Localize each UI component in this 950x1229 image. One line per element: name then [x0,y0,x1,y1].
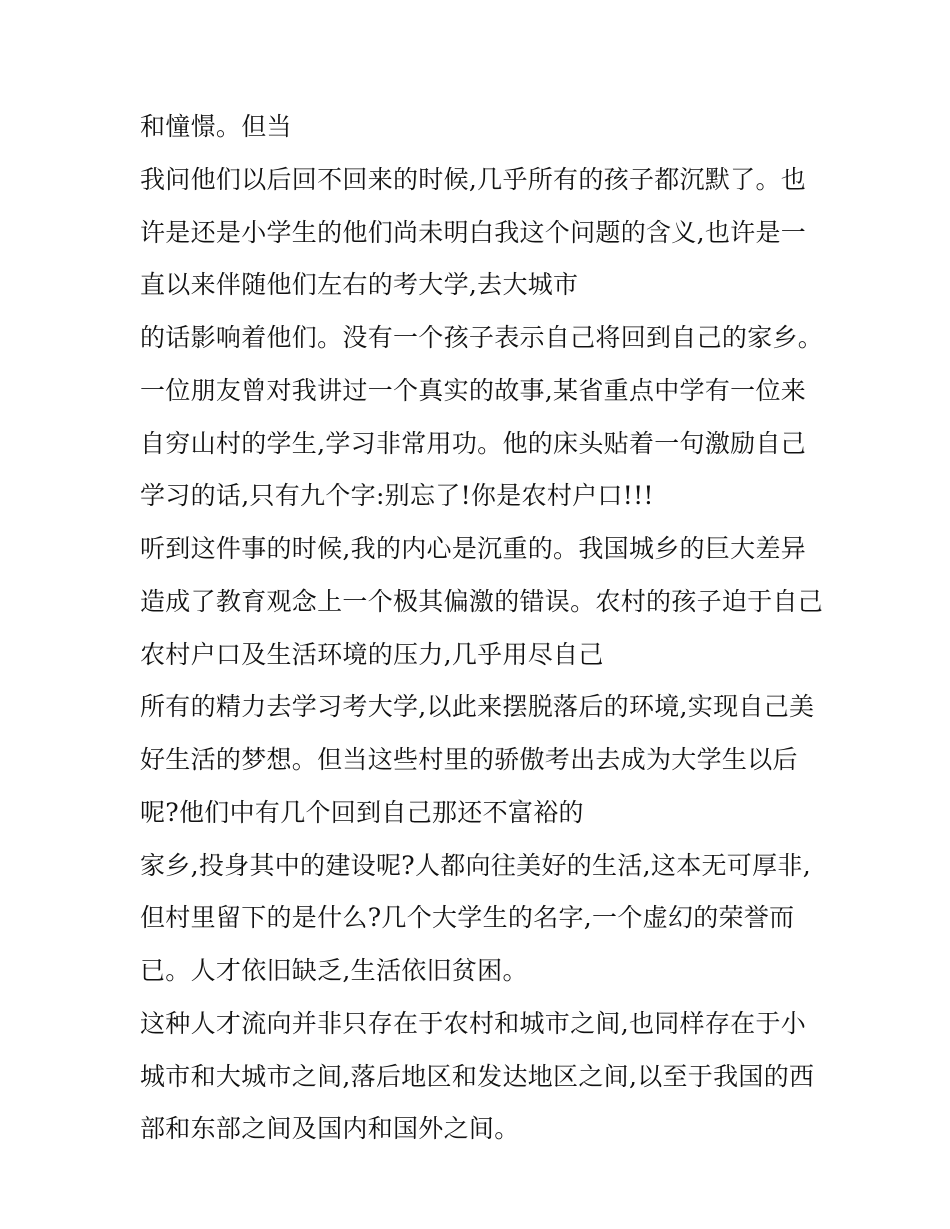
text-line-18: 这种人才流向并非只存在于农村和城市之间,也同样存在于小 [140,1008,807,1038]
text-line-11: 农村户口及生活环境的压力,几乎用尽自己 [140,639,604,669]
text-line-19: 城市和大城市之间,落后地区和发达地区之间,以至于我国的西 [140,1061,815,1091]
text-line-14: 呢?他们中有几个回到自己那还不富裕的 [140,797,584,827]
text-line-8: 学习的话,只有九个字:别忘了!你是农村户口!!! [140,481,654,511]
text-line-7: 自穷山村的学生,学习非常用功。他的床头贴着一句激励自己 [140,428,807,458]
text-line-3: 许是还是小学生的他们尚未明白我这个问题的含义,也许是一 [140,217,807,247]
text-line-20: 部和东部之间及国内和国外之间。 [140,1114,520,1144]
text-line-1: 和憧憬。但当 [140,112,292,141]
text-line-10: 造成了教育观念上一个极其偏激的错误。农村的孩子迫于自己 [140,586,824,616]
text-line-12: 所有的精力去学习考大学,以此来摆脱落后的环境,实现自己美 [140,692,815,722]
text-line-4: 直以来伴随他们左右的考大学,去大城市 [140,270,579,300]
text-line-5: 的话影响着他们。没有一个孩子表示自己将回到自己的家乡。 [140,323,824,352]
text-line-6: 一位朋友曾对我讲过一个真实的故事,某省重点中学有一位来 [140,375,807,405]
text-line-13: 好生活的梦想。但当这些村里的骄傲考出去成为大学生以后 [140,745,798,774]
text-line-16: 但村里留下的是什么?几个大学生的名字,一个虚幻的荣誉而 [140,903,795,933]
text-line-2: 我问他们以后回不回来的时候,几乎所有的孩子都沉默了。也 [140,164,807,194]
text-line-15: 家乡,投身其中的建设呢?人都向往美好的生活,这本无可厚非, [140,850,811,880]
text-line-9: 听到这件事的时候,我的内心是沉重的。我国城乡的巨大差异 [140,534,807,563]
text-line-17: 已。人才依旧缺乏,生活依旧贫困。 [140,956,528,985]
document-body [140,108,840,1163]
